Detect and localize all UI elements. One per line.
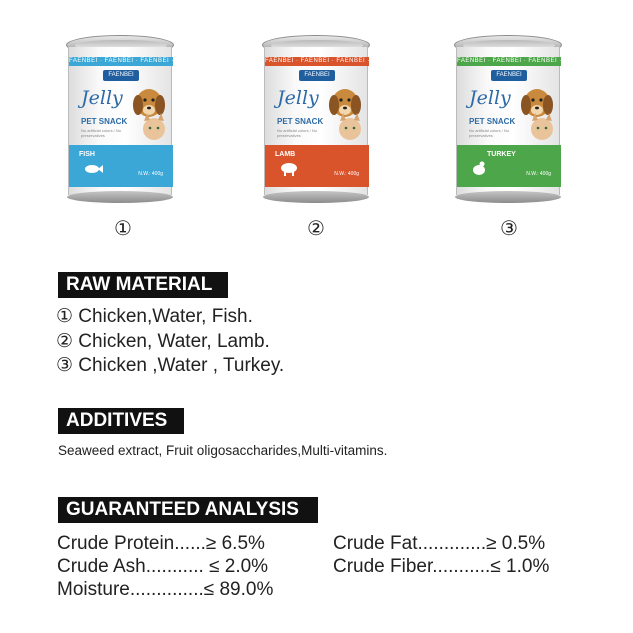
flavor-label: LAMB [275,151,296,158]
raw-material-line-1: ① Chicken,Water, Fish. [56,306,253,327]
can-base [455,191,561,203]
brand-logo: FAENBEI [299,70,335,81]
guaranteed-analysis-heading: GUARANTEED ANALYSIS [58,497,318,523]
product-note: No artificial colors / No preservatives [81,128,122,138]
flavor-label: TURKEY [487,151,516,158]
brand-logo: FAENBEI [103,70,139,81]
dog-and-cat-icon [515,83,557,145]
can-number-3: ③ [500,218,518,240]
can-number-2: ② [307,218,325,240]
raw-material-line-3: ③ Chicken ,Water , Turkey. [56,355,285,376]
can-label [456,47,629,195]
analysis-moisture: Moisture..............≤ 89.0% [57,579,274,600]
fish-icon [83,163,103,175]
product-subtitle: PET SNACK [469,117,516,126]
brand-logo: FAENBEI [491,70,527,81]
can-number-1: ① [114,218,132,240]
product-subtitle: PET SNACK [277,117,324,126]
additives-text: Seaweed extract, Fruit oligosaccharides,Multi-vitamins. [58,443,388,458]
product-name: Jelly [277,87,319,109]
raw-material-heading: RAW MATERIAL [58,272,228,298]
can-base [263,191,369,203]
can-turkey [454,35,629,203]
analysis-crude-protein: Crude Protein......≥ 6.5% [57,533,265,554]
can-label [264,47,437,195]
analysis-crude-fat: Crude Fat.............≥ 0.5% [333,533,546,554]
analysis-crude-ash: Crude Ash........... ≤ 2.0% [57,556,269,577]
flavor-label: FISH [79,151,95,158]
net-weight: N.W.: 400g [526,171,551,177]
product-note: No artificial colors / No preservatives [277,128,318,138]
turkey-icon [471,160,487,176]
net-weight: N.W.: 400g [138,171,163,177]
brand-stripe: FAENBEI · FAENBEI · FAENBEI · FAENBEI · FAENBEI [457,58,629,64]
product-cans [0,0,633,245]
product-name: Jelly [81,87,123,109]
additives-heading: ADDITIVES [58,408,184,434]
dog-and-cat-icon [323,83,365,145]
raw-material-line-2: ② Chicken, Water, Lamb. [56,331,270,352]
net-weight: N.W.: 400g [334,171,359,177]
analysis-crude-fiber: Crude Fiber...........≤ 1.0% [333,556,550,577]
can-lamb [262,35,437,203]
lamb-icon [279,162,299,176]
brand-stripe: FAENBEI · FAENBEI · FAENBEI · FAENBEI · FAENBEI [69,58,241,64]
dog-and-cat-icon [127,83,169,145]
can-base [67,191,173,203]
product-name: Jelly [469,87,511,109]
brand-stripe: FAENBEI · FAENBEI · FAENBEI · FAENBEI · FAENBEI [265,58,437,64]
can-label [68,47,241,195]
product-subtitle: PET SNACK [81,117,128,126]
product-note: No artificial colors / No preservatives [469,128,510,138]
can-fish [66,35,241,203]
